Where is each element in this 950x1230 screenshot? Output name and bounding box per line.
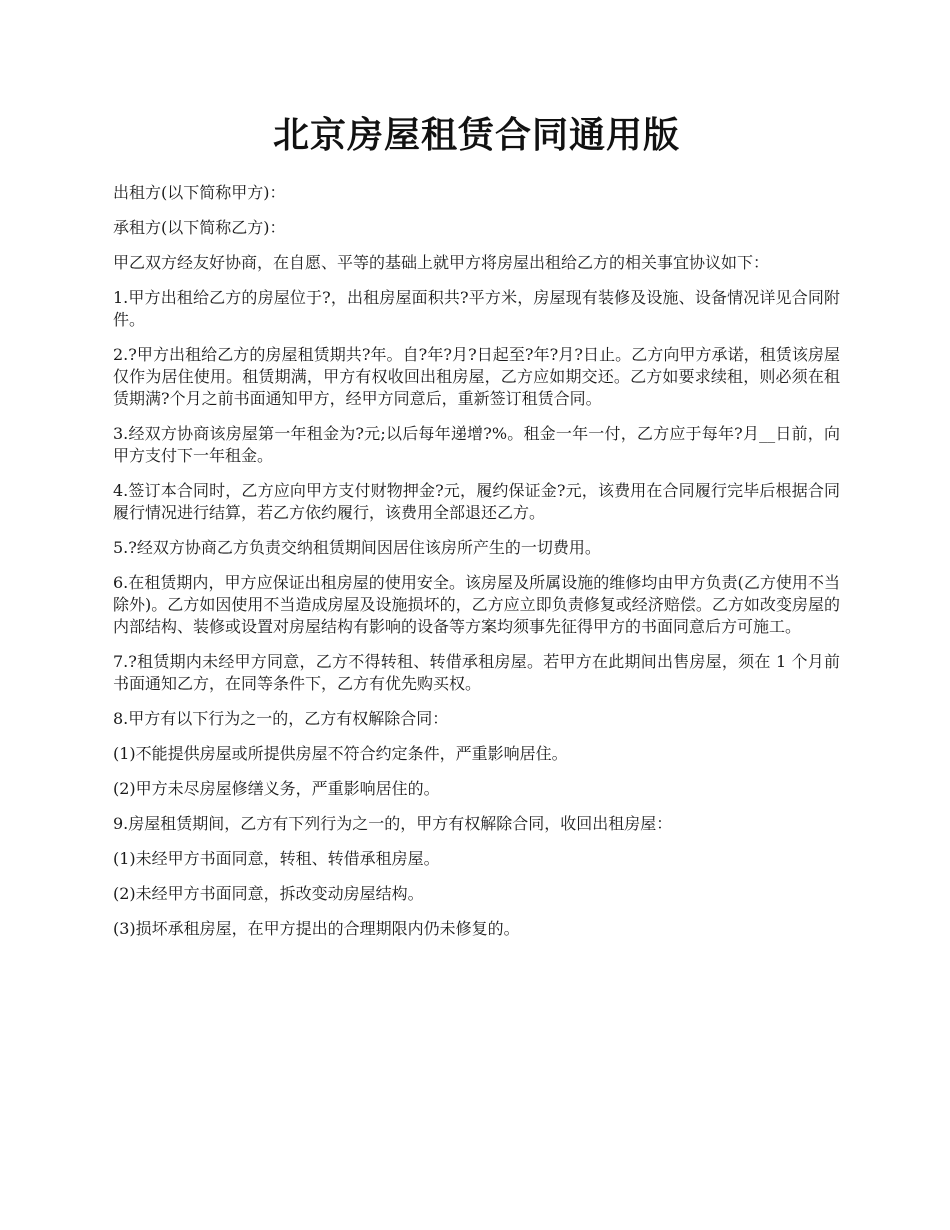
clause-1-paragraph: 1.甲方出租给乙方的房屋位于?，出租房屋面积共?平方米，房屋现有装修及设施、设备情况详见合同附件。 (113, 288, 840, 329)
clause-9-item-2: (2)未经甲方书面同意，拆改变动房屋结构。 (113, 884, 424, 903)
clause-3-paragraph: 3.经双方协商该房屋第一年租金为?元;以后每年递增?%。租金一年一付，乙方应于每年?月__日前，向甲方支付下一年租金。 (113, 424, 840, 465)
document-title: 北京房屋租赁合同通用版 (272, 115, 680, 156)
clause-9-item-1: (1)未经甲方书面同意，转租、转借承租房屋。 (113, 849, 440, 868)
clause-6-paragraph: 6.在租赁期内，甲方应保证出租房屋的使用安全。该房屋及所属设施的维修均由甲方负责(乙方使用不当除外)。乙方如因使用不当造成房屋及设施损坏的，乙方应立即负责修复或经济赔偿。乙方如改变房屋的内部结构、装修或设置对房屋结构有影响的设备等方案均须事先征得甲方的书面同意后方可施工。 (113, 573, 840, 636)
clause-4-paragraph: 4.签订本合同时，乙方应向甲方支付财物押金?元，履约保证金?元，该费用在合同履行完毕后根据合同履行情况进行结算，若乙方依约履行，该费用全部退还乙方。 (113, 481, 840, 522)
party-lessee-line: 承租方(以下简称乙方)： (113, 218, 286, 237)
clause-8-paragraph: 8.甲方有以下行为之一的，乙方有权解除合同： (113, 709, 449, 728)
clause-8-item-2: (2)甲方未尽房屋修缮义务，严重影响居住的。 (113, 779, 440, 798)
clause-7-paragraph: 7.?租赁期内未经甲方同意，乙方不得转租、转借承租房屋。若甲方在此期间出售房屋，须在 1 个月前书面通知乙方，在同等条件下，乙方有优先购买权。 (113, 652, 840, 693)
party-lessor-line: 出租方(以下简称甲方)： (113, 183, 286, 202)
clause-5-paragraph: 5.?经双方协商乙方负责交纳租赁期间因居住该房所产生的一切费用。 (113, 538, 601, 557)
clause-9-item-3: (3)损坏承租房屋，在甲方提出的合理期限内仍未修复的。 (113, 919, 520, 938)
clause-9-paragraph: 9.房屋租赁期间，乙方有下列行为之一的，甲方有权解除合同，收回出租房屋： (113, 814, 673, 833)
clause-2-paragraph: 2.?甲方出租给乙方的房屋租赁期共?年。自?年?月?日起至?年?月?日止。乙方向甲方承诺，租赁该房屋仅作为居住使用。租赁期满，甲方有权收回出租房屋，乙方应如期交还。乙方如要求续租，则必须在租赁期满?个月之前书面通知甲方，经甲方同意后，重新签订租赁合同。 (113, 345, 840, 408)
clause-8-item-1: (1)不能提供房屋或所提供房屋不符合约定条件，严重影响居住。 (113, 744, 568, 763)
preamble-paragraph: 甲乙双方经友好协商，在自愿、平等的基础上就甲方将房屋出租给乙方的相关事宜协议如下： (113, 253, 770, 272)
